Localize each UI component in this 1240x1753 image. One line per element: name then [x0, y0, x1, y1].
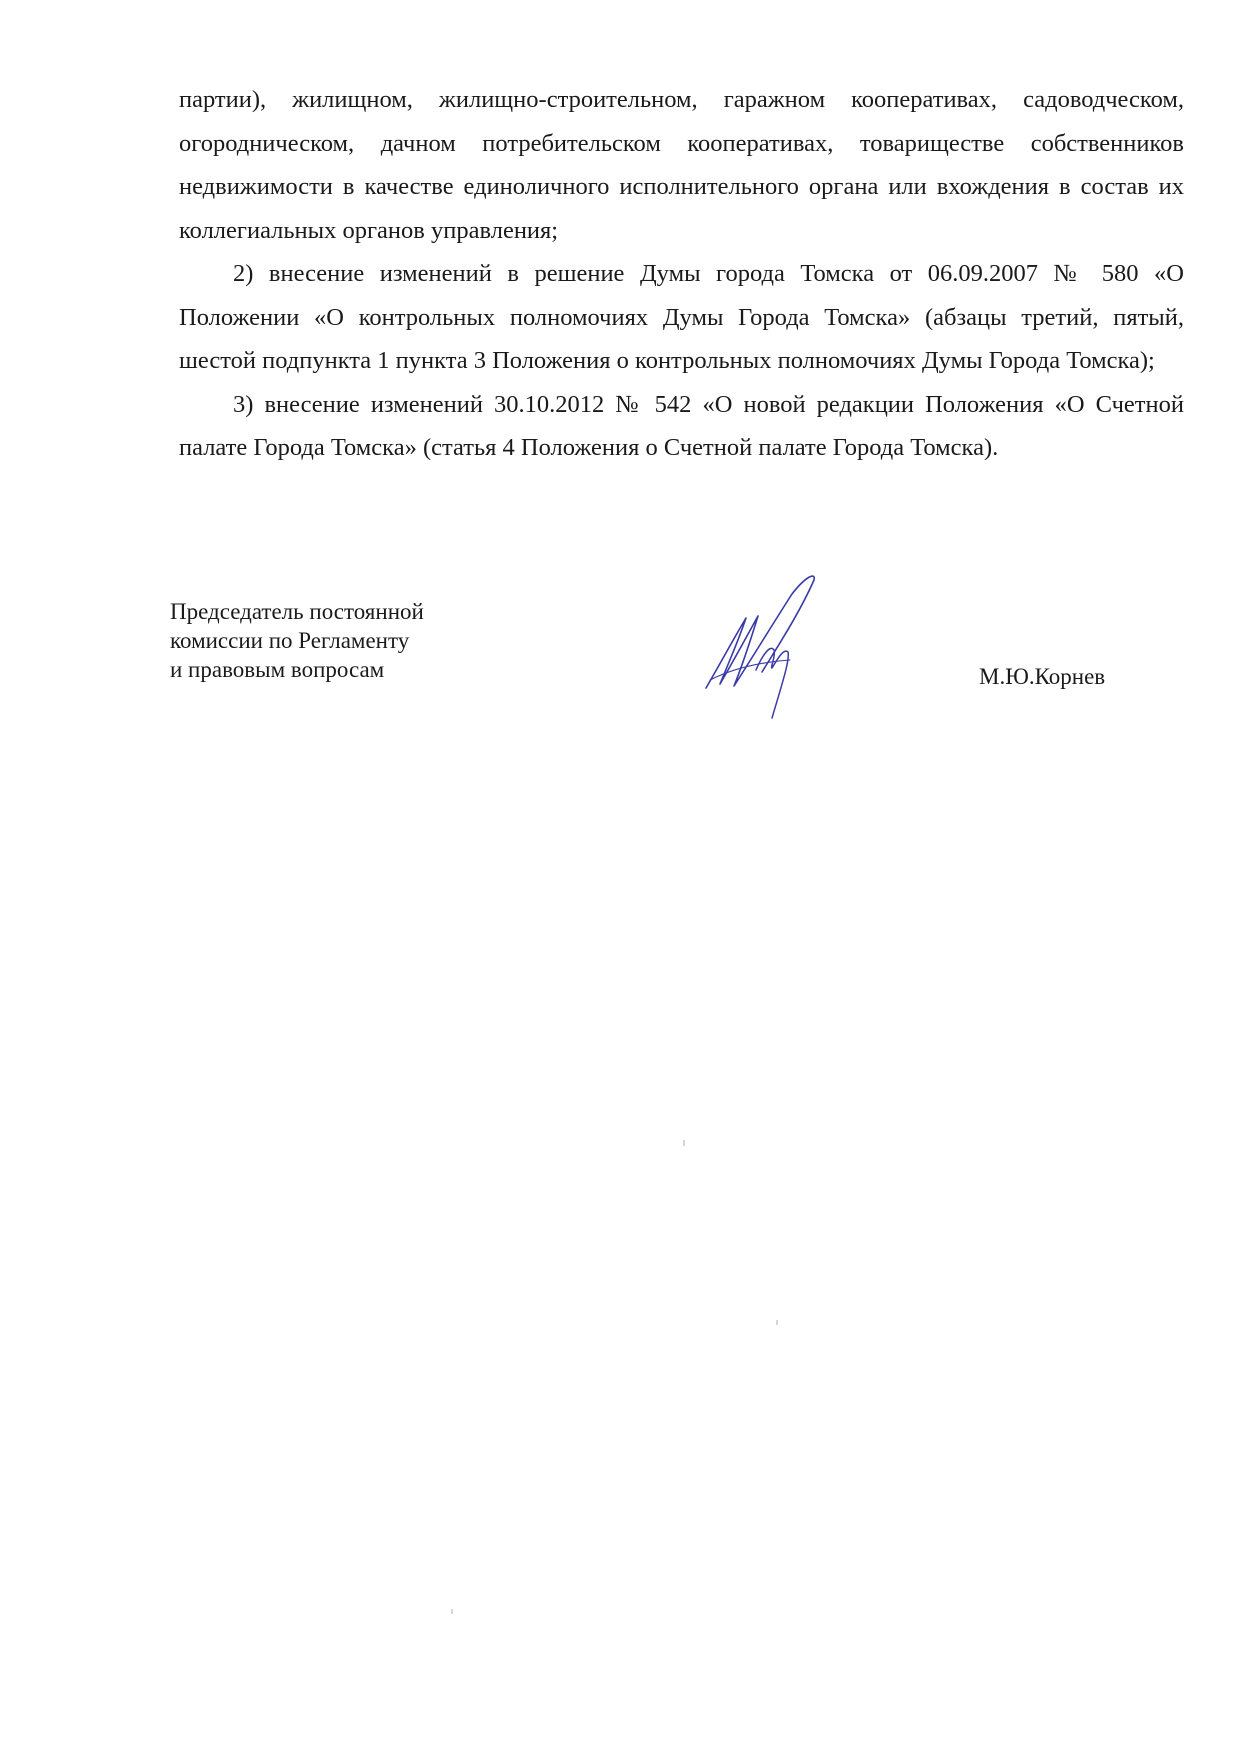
scan-speck	[683, 1140, 685, 1146]
scan-speck	[451, 1609, 453, 1614]
paragraph-item-2: 2) внесение изменений в решение Думы города Томска от 06.09.2007 № 580 «О Положении «О контрольных полномочиях Думы Города Томска» (абзацы третий, пятый, шестой подпункта 1 пункта 3 Положения о контрольных полномочиях Думы Города Томска);	[179, 260, 1184, 374]
handwritten-signature	[704, 572, 844, 722]
document-body	[179, 78, 1184, 470]
signatory-title-line: комиссии по Регламенту	[170, 628, 410, 653]
scan-speck	[776, 1320, 778, 1325]
signatory-title-line: и правовым вопросам	[170, 657, 385, 682]
signatory-title-line: Председатель постоянной	[170, 599, 424, 624]
paragraph-item-3: 3) внесение изменений 30.10.2012 № 542 «О новой редакции Положения «О Счетной палате Города Томска» (статья 4 Положения о Счетной палате Города Томска).	[179, 390, 1184, 461]
paragraph-continuation: партии), жилищном, жилищно-строительном, гаражном кооперативах, садоводческом, огородническом, дачном потребительском кооперативах, товариществе собственников недвижимости в качестве единоличного исполнительного органа или вхождения в состав их коллегиальных органов управления;	[179, 86, 1184, 244]
signer-name: М.Ю.Корнев	[979, 664, 1106, 689]
signatory-title	[170, 597, 424, 684]
